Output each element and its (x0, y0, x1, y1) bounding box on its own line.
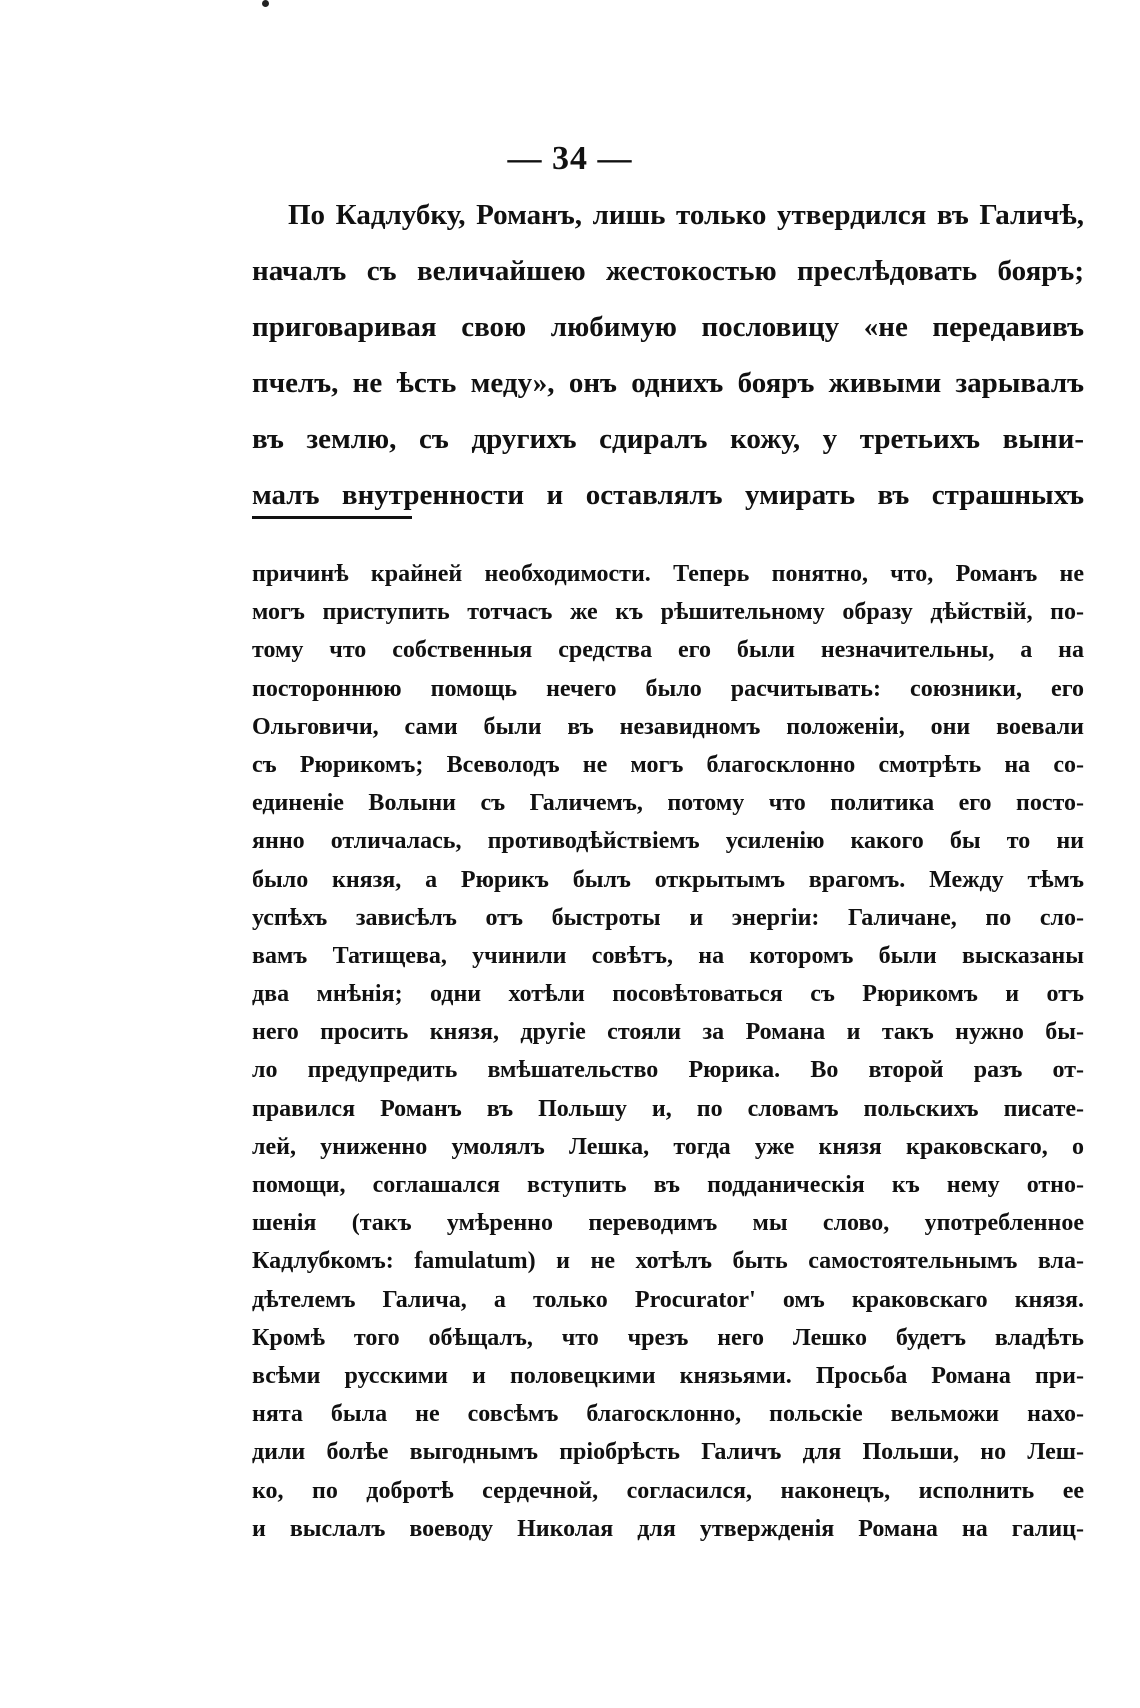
footnote-line: дѣтелемъ Галича, а только Procurator' омъ краковскаго князя. (252, 1286, 1084, 1313)
footnote-line: причинѣ крайней необходимости. Теперь понятно, что, Романъ не (252, 561, 1084, 587)
footnote-line: Кадлубкомъ: famulatum) и не хотѣлъ быть самостоятельнымъ вла- (252, 1248, 1084, 1275)
footnote-line: постороннюю помощь нечего было расчитывать: союзники, его (252, 675, 1084, 702)
footnote-line: Ольговичи, сами были въ незавидномъ положеніи, они воевали (252, 713, 1084, 740)
footnote-line: него просить князя, другіе стояли за Романа и такъ нужно бы- (252, 1019, 1084, 1046)
footnote-line: тому что собственныя средства его были незначительны, а на (252, 637, 1084, 664)
footnote-line: могъ приступить тотчасъ же къ рѣшительному образу дѣйствій, по- (252, 599, 1084, 626)
footnote-line: два мнѣнія; одни хотѣли посовѣтоваться съ Рюрикомъ и отъ (252, 981, 1084, 1008)
footnote-line: съ Рюрикомъ; Всеволодъ не могъ благосклонно смотрѣть на со- (252, 751, 1084, 778)
main-text-line: пчелъ, не ѣсть меду», онъ однихъ бояръ живыми зарывалъ (252, 367, 1084, 399)
main-paragraph (252, 187, 1084, 523)
footnote-line: помощи, соглашался вступить въ подданическія къ нему отно- (252, 1172, 1084, 1198)
footnote-line: было князя, а Рюрикъ былъ открытымъ врагомъ. Между тѣмъ (252, 866, 1084, 893)
footnote-line: янно отличалась, противодѣйствіемъ усиленію какого бы то ни (252, 828, 1084, 855)
footnote-line: лей, униженно умолялъ Лешка, тогда уже князя краковскаго, о (252, 1133, 1084, 1160)
footnote-line: и выслалъ воеводу Николая для утвержденія Романа на галиц- (252, 1515, 1084, 1542)
footnote-line: Кромѣ того обѣщалъ, что чрезъ него Лешко будетъ владѣть (252, 1324, 1084, 1351)
footnote-line: ло предупредить вмѣшательство Рюрика. Во второй разъ от- (252, 1057, 1084, 1084)
footnote-line: единеніе Волыни съ Галичемъ, потому что политика его посто- (252, 790, 1084, 817)
footnote-line: успѣхъ зависѣлъ отъ быстроты и энергіи: Галичане, по сло- (252, 904, 1084, 931)
footnote-line: нята была не совсѣмъ благосклонно, польскіе вельможи нахо- (252, 1401, 1084, 1428)
main-text-line: приговаривая свою любимую пословицу «не передавивъ (252, 311, 1084, 343)
footnote-line: шенія (такъ умѣренно переводимъ мы слово, употребленное (252, 1210, 1084, 1237)
main-text-line: началъ съ величайшею жестокостью преслѣдовать бояръ; (252, 255, 1084, 287)
main-text-line: малъ внутренности и оставлялъ умирать въ страшныхъ (252, 479, 1084, 511)
footnote-divider (252, 516, 412, 519)
page-number: — 34 — (507, 140, 633, 177)
main-text-line: По Кадлубку, Романъ, лишь только утвердился въ Галичѣ, (288, 199, 1084, 231)
footnote-paragraph (252, 555, 1084, 1548)
footnote-line: правился Романъ въ Польшу и, по словамъ польскихъ писате- (252, 1095, 1084, 1122)
main-text-line: въ землю, съ другихъ сдиралъ кожу, у третьихъ выни- (252, 423, 1084, 455)
footnote-line: дили болѣе выгоднымъ пріобрѣсть Галичъ для Польши, но Леш- (252, 1439, 1084, 1466)
footnote-line: вамъ Татищева, учинили совѣтъ, на которомъ были высказаны (252, 942, 1084, 969)
print-speck (262, 0, 269, 7)
footnote-line: ко, по добротѣ сердечной, согласился, наконецъ, исполнить ее (252, 1477, 1084, 1504)
footnote-line: всѣми русскими и половецкими князьями. Просьба Романа при- (252, 1362, 1084, 1389)
